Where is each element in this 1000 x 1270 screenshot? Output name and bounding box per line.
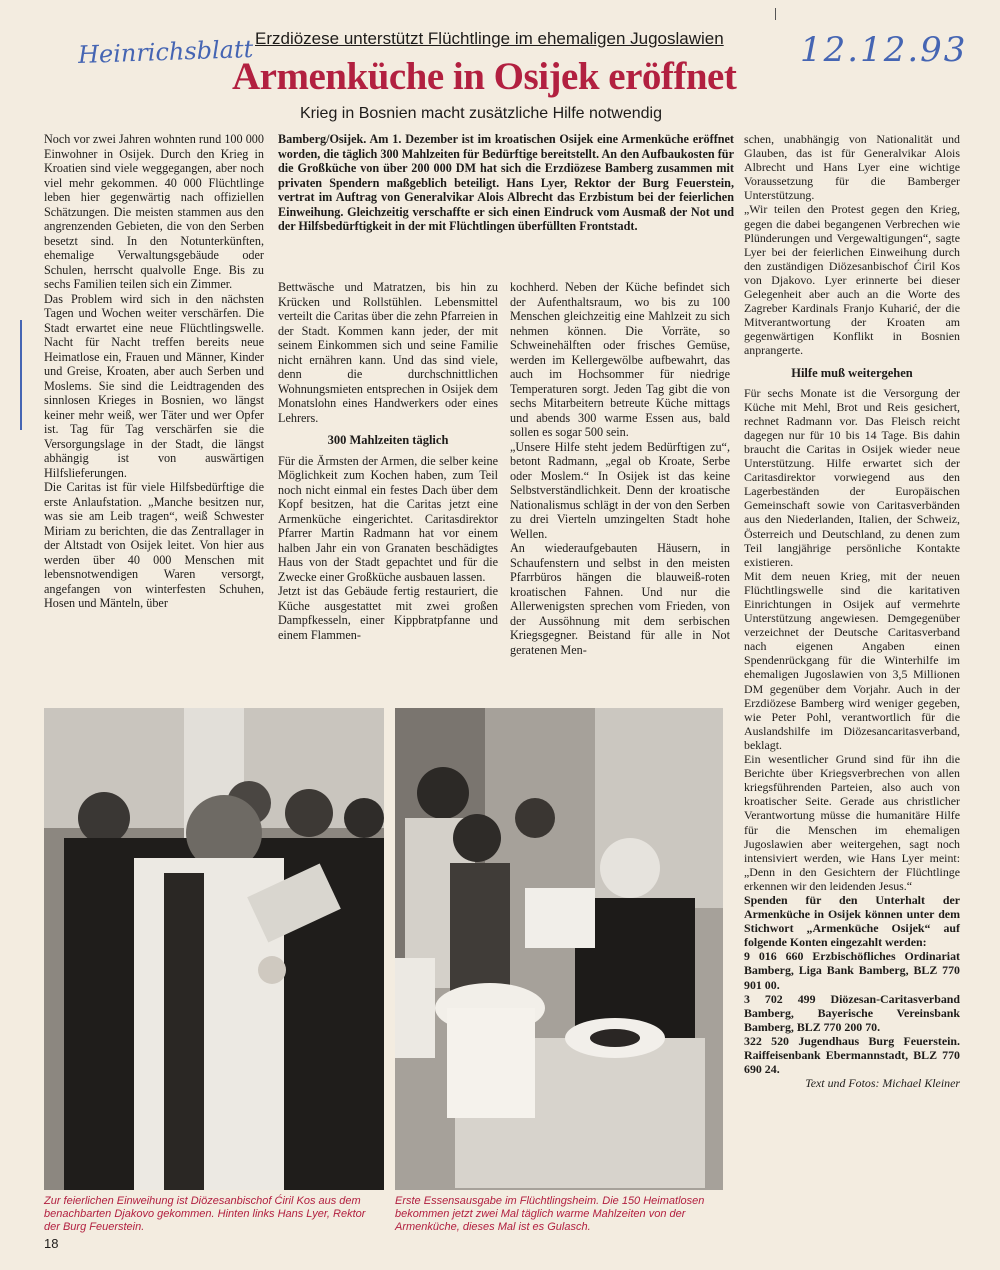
account-3: 322 520 Jugendhaus Burg Feuerstein. Raiffeisenbank Ebermannstadt, BLZ 770 690 24. <box>744 1033 960 1077</box>
column-3 <box>510 280 730 657</box>
paragraph: Für sechs Monate ist die Versorgung der Küche mit Mehl, Brot und Reis gesichert, rechnet Radmann vor. Das Fleisch reicht dagegen nur für 10 bis 14 Tage. Bis dahin braucht die Caritas in Osijek wieder neue Unterstützung. Hilfe erwartet sich der Caritasdirektor vorwiegend aus den Lagerbeständen der Europäischen Gemeinschaft sowie von Caritasverbänden aus den Niederlanden, Italien, der Schweiz, Österreich und Deutschland, zu denen zum Teil langjährige persönliche Kontakte existieren. <box>744 385 960 569</box>
account-1: 9 016 660 Erzbischöfliches Ordinariat Bamberg, Liga Bank Bamberg, BLZ 770 901 00. <box>744 949 960 992</box>
headline: Armenküche in Osijek eröffnet <box>232 55 737 98</box>
photo-kitchen-image <box>395 708 723 1190</box>
column-2 <box>278 280 498 642</box>
paragraph: „Unsere Hilfe steht jedem Bedürftigen zu“, betont Radmann, „egal ob Kroate, Serbe oder Moslem.“ In Osijek ist das keine Selbstverständlichkeit. Denn der kroatische Nationalismus schlägt in der von den Serben zu drei Vierteln umzingelten Stadt hohe Wellen. <box>510 439 730 541</box>
crop-mark <box>775 8 776 20</box>
paragraph: schen, unabhängig von Nationalität und Glauben, das ist für Generalvikar Alois Albrecht und Hans Lyer eine wichtige Voraussetzung für die Bamberger Unterstützung. <box>744 132 960 203</box>
dateline: Bamberg/Osijek. <box>278 132 367 146</box>
column-4 <box>744 132 960 1090</box>
paragraph: Jetzt ist das Gebäude fertig restauriert, die Küche ausgestattet mit zwei großen Dampfkesseln, einer Kippbratpfanne und einem Flammen- <box>278 584 498 642</box>
column-1 <box>44 132 264 611</box>
caption-left: Zur feierlichen Einweihung ist Diözesanbischof Ćiril Kos aus dem benachbarten Djakovo gekommen. Hinten links Hans Lyer, Rektor der Burg Feuerstein. <box>44 1195 366 1233</box>
paragraph: Ein wesentlicher Grund sind für ihn die Berichte über Kriegsverbrechen von allen kriegsführenden Parteien, also auch von kroatischer Seite. Gerade aus christlicher Verantwortung müsse die humanitäre Hilfe für die Menschen im ehemaligen Jugoslawien aber weitergehen, sagt noch intensiviert werden, wie Hans Lyer meint: „Denn in den Gesichtern der Flüchtlinge erkennen wir den leidenden Jesus.“ <box>744 752 960 893</box>
photo-bishop-image <box>44 708 384 1190</box>
paragraph: Mit dem neuen Krieg, mit der neuen Flüchtlingswelle sind die karitativen Einrichtungen in Osijek auf vermehrte Unterstützung angewiesen. Demgegenüber verzeichnet der Deutsche Caritasverband nach eigenen Angaben einen Spendenrückgang für die Winterhilfe im ehemaligen Jugoslawien von 3,5 Millionen DM gegenüber dem Vorjahr. Auch in der Erzdiözese Bamberg wird weniger gegeben, wie Peter Pohl, verantwortlich für die Auslandshilfe im Diözesancaritasverband, beklagt. <box>744 568 960 752</box>
photo-food-distribution <box>395 708 723 1190</box>
paragraph: kochherd. Neben der Küche befindet sich der Aufenthaltsraum, wo bis zu 100 Menschen gleichzeitig eine Mahlzeit zu sich nehmen können. Die Vorräte, so Schweinehälften oder frisches Gemüse, werden im Kellergewölbe aufbewahrt, das auch im Hochsommer für niedrige Temperaturen sorgt. Jeden Tag gibt die von sechs Mitarbeitern betreute Küche mittags und abends 300 warme Essen aus, bald sollen es sogar 500 sein. <box>510 280 730 439</box>
donation-intro: Spenden für den Unterhalt der Armenküche in Osijek können unter dem Stichwort „Armenküche Osijek“ auf folgende Konten eingezahlt werden: <box>744 892 960 950</box>
paragraph: Noch vor zwei Jahren wohnten rund 100 000 Einwohner in Osijek. Durch den Krieg in Kroatien sind viele weggegangen, aber noch viel mehr gekommen. 40 000 Flüchtlinge leben hier gegenwärtig nach offiziellen Schätzungen. Die meisten stammen aus den angrenzenden Gebieten, die von den Serben besetzt sind. In den Notunterkünften, ehemalige Verwaltungsgebäude oder Schulen, herrscht qualvolle Enge. Bis zu sechs Familien teilen sich ein Zimmer. <box>44 132 264 291</box>
lead-paragraph <box>278 132 734 234</box>
handwritten-date: 12.12.93 <box>800 30 968 70</box>
lead-text: Am 1. Dezember ist im kroatischen Osijek eine Armenküche eröffnet worden, die täglich 300 Mahlzeiten für Bedürftige bereitstellt. An den Aufbaukosten für die Großküche von über 200 000 DM hat sich die Erzdiözese Bamberg zusammen mit privaten Spendern maßgeblich beteiligt. Hans Lyer, Rektor der Burg Feuerstein, vertrat im Auftrag von Generalvikar Alois Albrecht das Erzbistum bei der feierlichen Einweihung. Gleichzeitig verschaffte er sich einen Eindruck vom Ausmaß der Not und der Hilfsbedürftigkeit in der mit Flüchtlingen überfüllten Frontstadt. <box>278 132 734 233</box>
paragraph: Die Caritas ist für viele Hilfsbedürftige die erste Anlaufstation. „Manche besitzen nur, was sie am Leib tragen“, weiß Schwester Miriam zu berichten, die das Zentrallager in der Altstadt von Osijek leitet. Von hier aus werden über 40 000 Menschen mit lebensnotwendigen Waren versorgt, angefangen von winterfesten Schuhen, Hosen und Mänteln, über <box>44 480 264 610</box>
photo-bishop-blessing <box>44 708 384 1190</box>
subhead-hilfe: Hilfe muß weitergehen <box>791 365 913 380</box>
subhead-mahlzeiten: 300 Mahlzeiten täglich <box>327 433 449 447</box>
paragraph: „Wir teilen den Protest gegen den Krieg, gegen die dabei begangenen Verbrechen wie Plünderungen und Vergewaltigungen“, sagte Lyer bei der feierlichen Einweihung durch den zuständigen Diözesanbischof Ćiril Kos von Djakovo. Lyer erinnerte bei dieser Gelegenheit aber auch an die Worte des Zagreber Kardinals Franjo Kuharić, der die Mitverantwortung der Kroaten am gegenwärtigen Konflikt in Bosnien anprangerte. <box>744 202 960 358</box>
page-number: 18 <box>44 1236 59 1251</box>
photo-credit: Text und Fotos: Michael Kleiner <box>805 1076 960 1091</box>
paragraph: Für die Ärmsten der Armen, die selber keine Möglichkeit zum Kochen haben, zum Teil noch nicht einmal ein festes Dach über dem Kopf besitzen, hat die Caritas jetzt eine Armenküche eingerichtet. Caritasdirektor Pfarrer Martin Radmann hat vor einem halben Jahr ein von Granaten beschädigtes Haus von der Stadt gepachtet und für die Zwecke einer Großküche ausbauen lassen. <box>278 453 498 584</box>
account-2: 3 702 499 Diözesan-Caritasverband Bamberg, Bayerische Vereinsbank Bamberg, BLZ 770 200 70. <box>744 991 960 1034</box>
subtitle: Krieg in Bosnien macht zusätzliche Hilfe notwendig <box>300 105 662 122</box>
margin-pen-mark <box>20 320 22 430</box>
paragraph: Das Problem wird sich in den nächsten Tagen und Wochen weiter verschärfen. Die Stadt erwartet eine neue Flüchtlingswelle. Nacht für Nacht treffen bereits neue Heimatlose ein, Frauen und Männer, Kinder und Greise, Kroaten, aber auch Serben und Moslems. Sie sind die Leidtragenden des sinnlosen Krieges in Bosnien, wo längst keiner mehr weiß, wer Täter und wer Opfer ist. Tag für Tag verschärfen sie die Versorgungslage in der Stadt, die längst abhängig ist von auswärtigen Hilfslieferungen. <box>44 291 264 480</box>
paragraph: An wiederaufgebauten Häusern, in Schaufenstern und selbst in den meisten Pfarrbüros hängen die blauweiß-roten kroatischen Fahnen. Und nur die Allerwenigsten sprechen vom Frieden, von der Aussöhnung mit dem serbischen Kriegsgegner. Beistand für alle in Not geratenen Men- <box>510 541 730 657</box>
caption-right: Erste Essensausgabe im Flüchtlingsheim. Die 150 Heimatlosen bekommen jetzt zwei Mal täglich warme Mahlzeiten von der Armenküche, dieses Mal ist es Gulasch. <box>395 1195 705 1233</box>
handwritten-source: Heinrichsblatt <box>77 34 254 70</box>
kicker: Erzdiözese unterstützt Flüchtlinge im ehemaligen Jugoslawien <box>255 29 724 48</box>
paragraph: Bettwäsche und Matratzen, bis hin zu Krücken und Rollstühlen. Lebensmittel verteilt die Caritas über die zehn Pfarreien in der Stadt. Kommen kann jeder, der mit seinem Einkommen sich und seine Familie nicht ernähren kann. Und das sind viele, denn die durchschnittlichen Wohnungsmieten entsprechen in Osijek dem Monatslohn eines Handwerkers oder eines Lehrers. <box>278 280 498 425</box>
